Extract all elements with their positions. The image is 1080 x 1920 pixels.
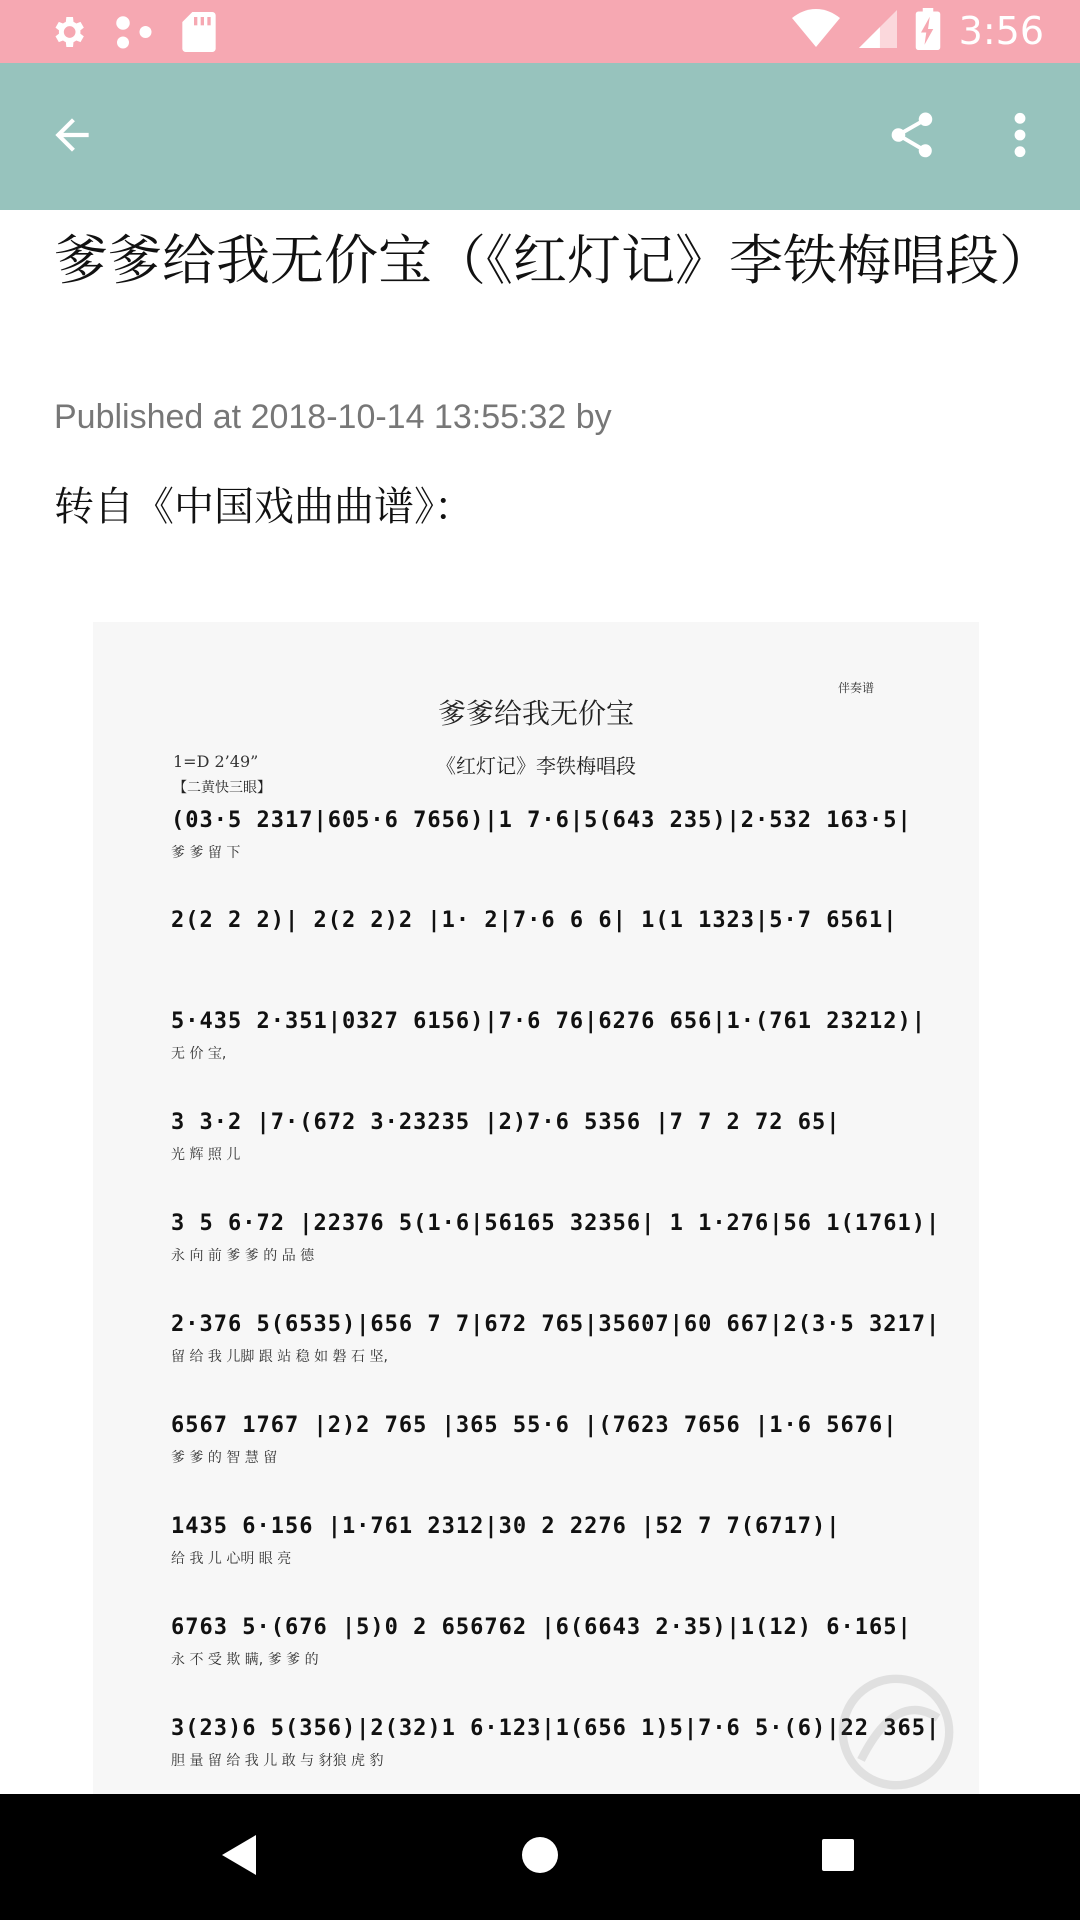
nodes-icon bbox=[114, 14, 156, 54]
score-lyrics: 爹 爹 的 智 慧 留 bbox=[171, 1450, 278, 1466]
sd-card-icon bbox=[182, 12, 216, 56]
score-lyrics: 给 我 儿 心明 眼 亮 bbox=[171, 1551, 292, 1567]
score-lyrics: 留 给 我 儿脚 跟 站 稳 如 磐 石 坚, bbox=[171, 1349, 388, 1365]
back-button[interactable] bbox=[36, 101, 108, 173]
score-notes: 2(2 2 2)| 2(2 2)2 |1· 2|7·6 6 6| 1(1 1323|5·7 6561| bbox=[171, 908, 898, 933]
score-lyrics: 永 不 受 欺 瞒, 爹 爹 的 bbox=[171, 1652, 319, 1668]
score-notes: 3 5 6·72 |22376 5(1·6|56165 32356| 1 1·276|56 1(1761)| bbox=[171, 1211, 941, 1236]
nav-recents-button[interactable] bbox=[805, 1824, 871, 1890]
score-notes: 2·376 5(6535)|656 7 7|672 765|35607|60 667|2(3·5 3217| bbox=[171, 1312, 941, 1337]
recents-square-icon bbox=[820, 1837, 856, 1877]
gear-icon bbox=[48, 12, 88, 56]
score-lyrics: 无 价 宝, bbox=[171, 1046, 227, 1062]
signal-icon bbox=[859, 9, 897, 53]
status-bar bbox=[0, 0, 1080, 63]
post-title: 爹爹给我无价宝（《红灯记》李铁梅唱段） bbox=[54, 229, 1053, 292]
wifi-icon bbox=[791, 9, 841, 53]
post-content[interactable] bbox=[0, 210, 1080, 1794]
sheet-music-image[interactable] bbox=[93, 622, 979, 1794]
home-circle-icon bbox=[520, 1835, 560, 1879]
watermark-graphic bbox=[819, 1662, 959, 1794]
nav-home-button[interactable] bbox=[507, 1824, 573, 1890]
nav-back-button[interactable] bbox=[207, 1824, 273, 1890]
score-subtitle: 《红灯记》李铁梅唱段 bbox=[436, 754, 636, 778]
score-corner-label: 伴奏谱 bbox=[837, 681, 874, 695]
status-time: 3:56 bbox=[958, 9, 1044, 53]
score-notes: 6567 1767 |2)2 765 |365 55·6 |(7623 7656 |1·6 5676| bbox=[171, 1413, 898, 1438]
score-line bbox=[171, 1601, 911, 1671]
score-line bbox=[171, 1500, 911, 1570]
more-options-button[interactable] bbox=[990, 101, 1050, 173]
score-notes: 1435 6·156 |1·761 2312|30 2 2276 |52 7 7(6717)| bbox=[171, 1514, 841, 1539]
score-notes: (03·5 2317|605·6 7656)|1 7·6|5(643 235)|2·532 163·5| bbox=[171, 808, 912, 833]
score-lyrics: 永 向 前 爹 爹 的 品 德 bbox=[171, 1248, 315, 1264]
battery-charging-icon bbox=[915, 8, 941, 54]
score-key: 1=D 2’49” bbox=[173, 752, 259, 771]
score-title: 爹爹给我无价宝 bbox=[437, 697, 634, 730]
score-line bbox=[171, 1096, 911, 1166]
score-line bbox=[171, 1702, 941, 1772]
score-line bbox=[171, 1197, 941, 1267]
score-line bbox=[171, 894, 911, 964]
score-lyrics: 爹 爹 留 下 bbox=[171, 845, 241, 861]
post-meta: Published at 2018-10-14 13:55:32 by bbox=[54, 398, 612, 436]
score-lyrics: 光 辉 照 儿 bbox=[171, 1147, 241, 1163]
score-notes: 5·435 2·351|0327 6156)|7·6 76|6276 656|1·(761 23212)| bbox=[171, 1009, 926, 1034]
back-arrow-icon bbox=[47, 110, 97, 164]
more-vert-icon bbox=[1010, 110, 1030, 164]
share-button[interactable] bbox=[876, 101, 948, 173]
score-line bbox=[171, 1399, 911, 1469]
score-line bbox=[171, 1298, 941, 1368]
score-notes: 6763 5·(676 |5)0 2 656762 |6(6643 2·35)|1(12) 6·165| bbox=[171, 1615, 912, 1640]
score-line bbox=[171, 794, 911, 864]
score-notes: 3(23)6 5(356)|2(32)1 6·123|1(656 1)5|7·6 5·(6)|22 365| bbox=[171, 1716, 941, 1741]
score-line bbox=[171, 995, 926, 1065]
score-mode: 【二黄快三眼】 bbox=[173, 780, 271, 796]
app-bar bbox=[0, 63, 1080, 210]
share-icon bbox=[885, 108, 939, 166]
navigation-bar bbox=[0, 1794, 1080, 1920]
post-body-text: 转自《中国戏曲曲谱》： bbox=[54, 484, 474, 530]
score-notes: 3 3·2 |7·(672 3·23235 |2)7·6 5356 |7 7 2 72 65| bbox=[171, 1110, 841, 1135]
back-triangle-icon bbox=[220, 1833, 260, 1881]
score-lyrics: 胆 量 留 给 我 儿 敢 与 豺狼 虎 豹 bbox=[171, 1753, 384, 1769]
